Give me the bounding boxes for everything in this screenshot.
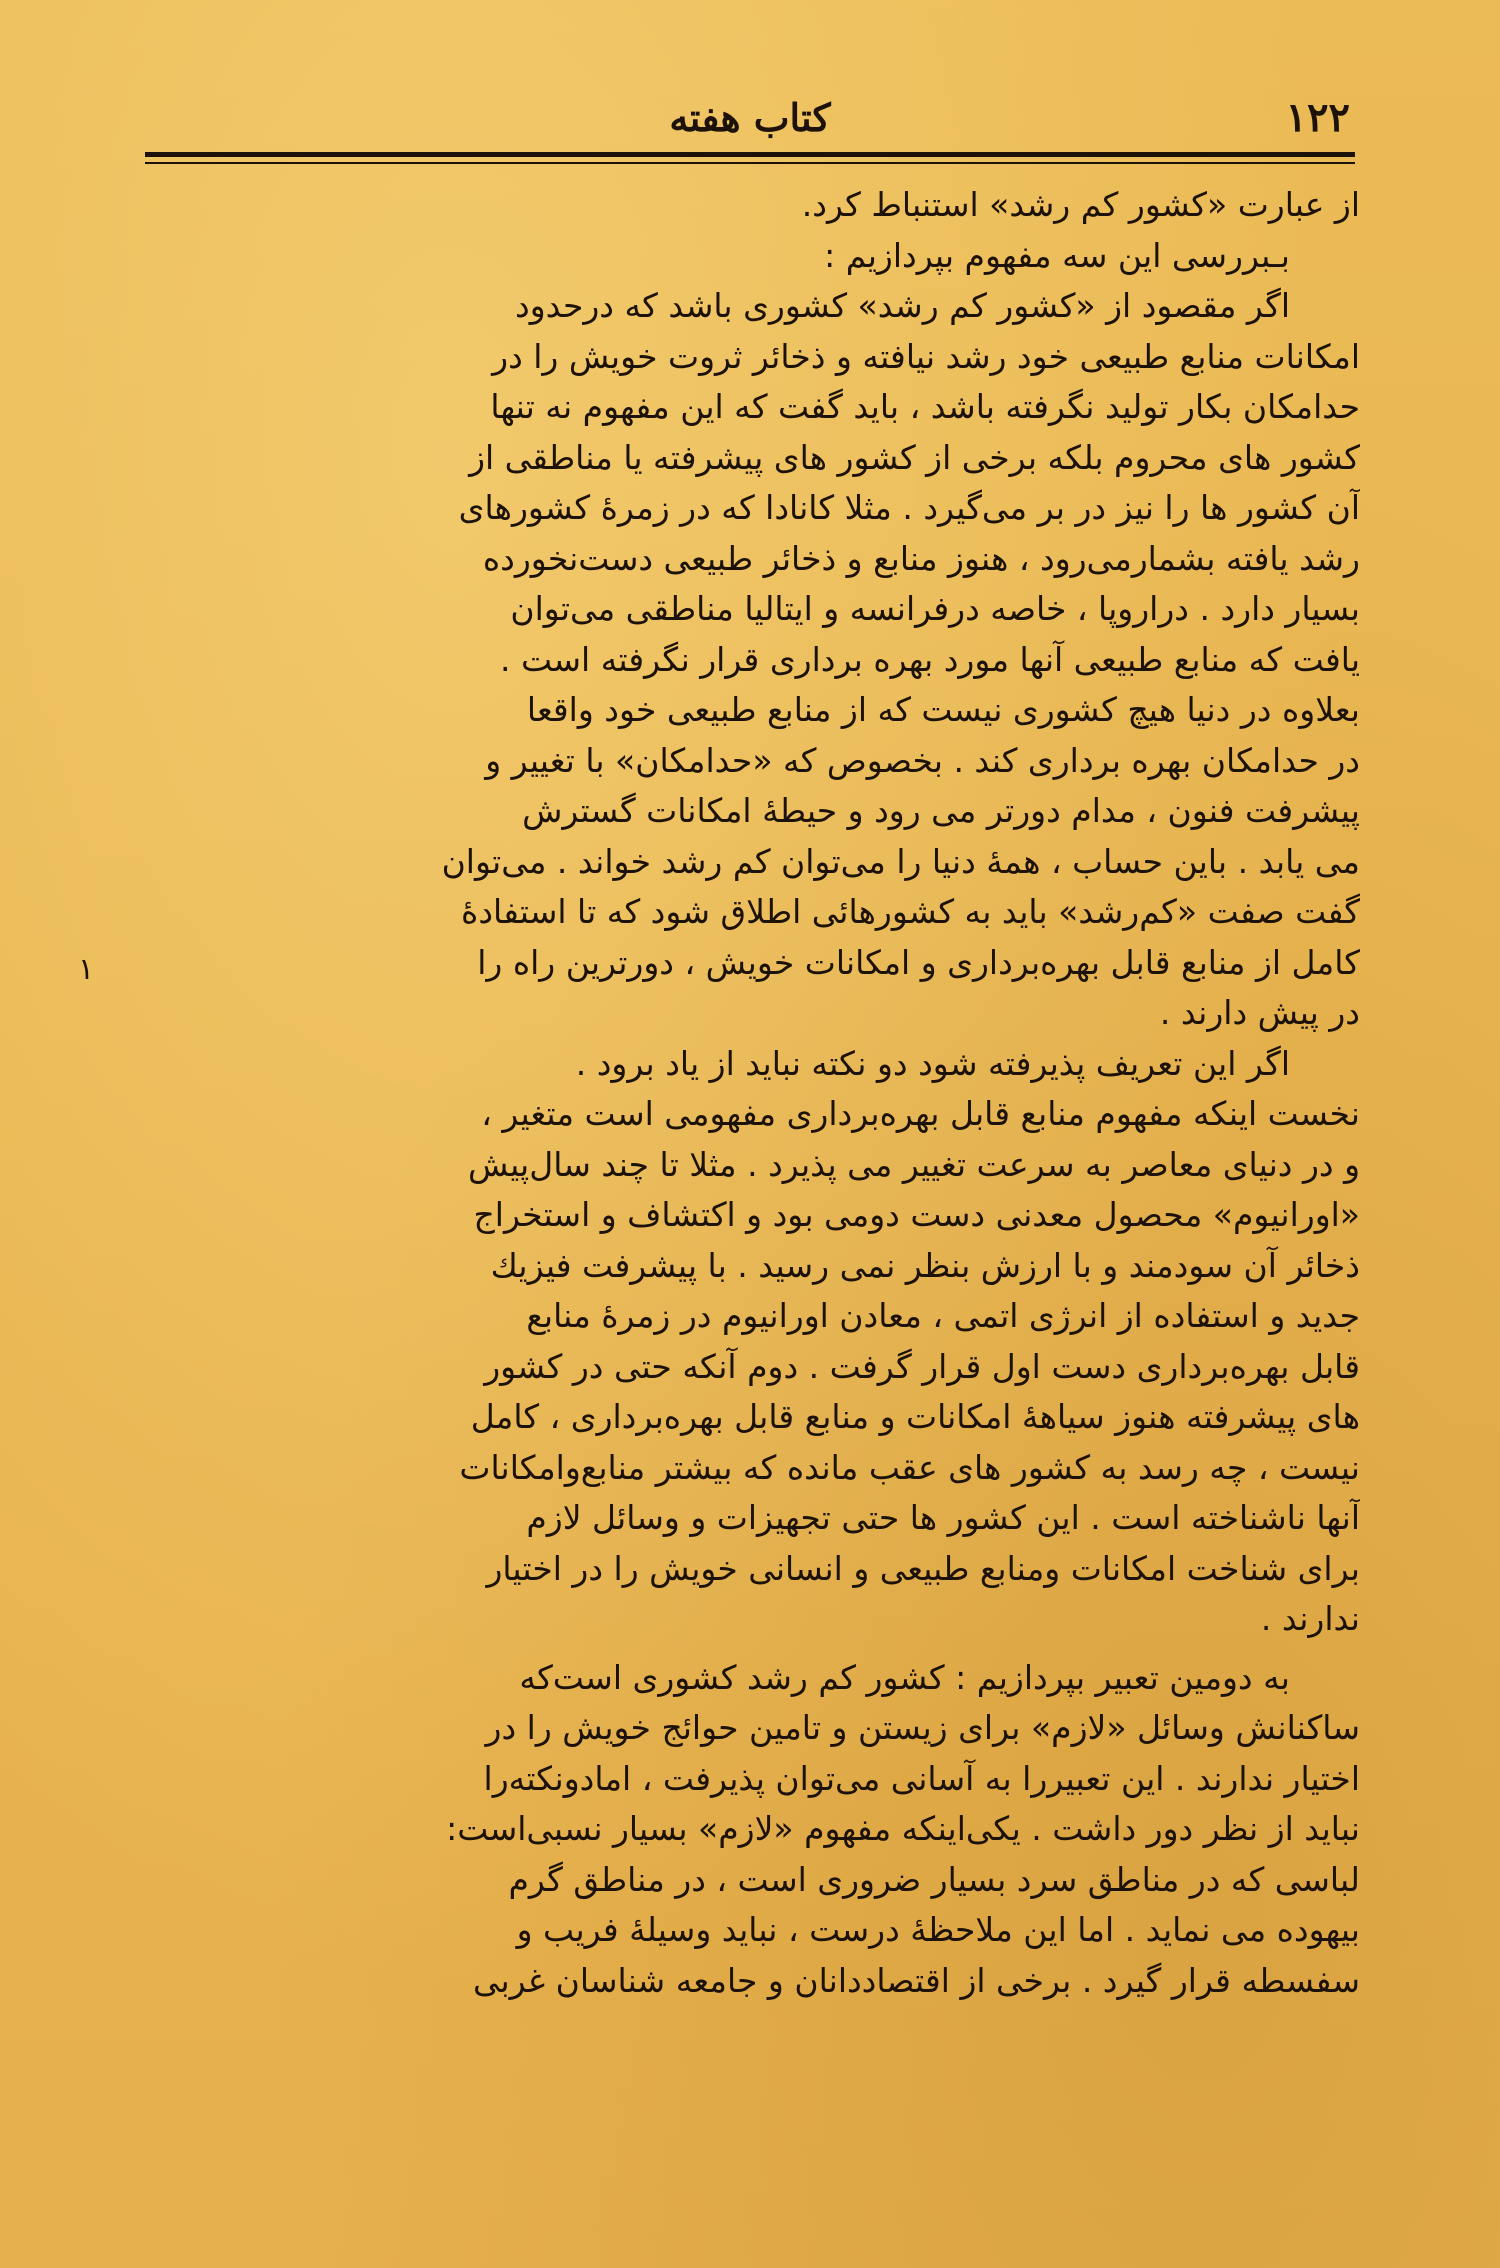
- text-line: در حدامکان بهره برداری کند . بخصوص که «حدامکان» با تغییر و: [485, 740, 1360, 780]
- text-line: یافت که منابع طبیعی آنها مورد بهره برداری قرار نگرفته است .: [500, 639, 1360, 679]
- text-line: گفت صفت «کم‌رشد» باید به کشورهائی اطلاق شود که تا استفادهٔ: [461, 892, 1360, 931]
- text-line: آن کشور ها را نیز در بر می‌گیرد . مثلا کانادا که در زمرهٔ کشورهای: [458, 488, 1360, 527]
- text-line: پیشرفت فنون ، مدام دورتر می رود و حیطهٔ امکانات گسترش: [522, 791, 1360, 830]
- text-line: و در دنیای معاصر به سرعت تغییر می پذیرد . مثلا تا چند سال‌پیش: [468, 1144, 1360, 1184]
- page-header: [150, 88, 1350, 148]
- text-line: به دومین تعبیر بپردازیم : کشور کم رشد کشوری است‌که: [519, 1657, 1290, 1697]
- text-line: از عبارت «کشور کم رشد» استنباط کرد.: [801, 185, 1360, 224]
- text-line: ذخائر آن سودمند و با ارزش بنظر نمی رسید . با پیشرفت فیزیك: [490, 1245, 1360, 1285]
- text-line: بـبررسی این سه مفهوم بپردازیم :: [824, 235, 1290, 275]
- text-line: رشد یافته بشمارمی‌رود ، هنوز منابع و ذخائر طبیعی دست‌نخورده: [482, 538, 1360, 578]
- text-line: آنها ناشناخته است . این کشور ها حتی تجهیزات و وسائل لازم: [526, 1498, 1360, 1537]
- text-line: بیهوده می نماید . اما این ملاحظهٔ درست ، نباید وسیلهٔ فریب و: [516, 1910, 1360, 1949]
- running-title: کتاب هفته: [669, 95, 831, 140]
- text-line: نباید از نظر دور داشت . یکی‌اینکه مفهوم «لازم» بسیار نسبی‌است:: [446, 1809, 1360, 1848]
- text-line: نخست اینکه مفهوم منابع قابل بهره‌برداری مفهومی است متغیر ،: [481, 1094, 1360, 1133]
- body-text: [140, 180, 1360, 2250]
- text-line: ساکنانش وسائل «لازم» برای زیستن و تامین حوائج خویش را در: [485, 1708, 1360, 1747]
- text-line: های پیشرفته هنوز سیاههٔ امکانات و منابع قابل بهره‌برداری ، کامل: [470, 1397, 1360, 1436]
- header-rule-thin: [145, 162, 1355, 164]
- text-line: اگر این تعریف پذیرفته شود دو نکته نباید از یاد برود .: [575, 1043, 1290, 1083]
- text-line: ندارند .: [1260, 1599, 1360, 1638]
- page-number: ۱۲۲: [1285, 94, 1350, 141]
- header-rule-thick: [145, 152, 1355, 157]
- margin-mark: ۱: [78, 952, 95, 987]
- text-line: بسیار دارد . دراروپا ، خاصه درفرانسه و ایتالیا مناطقی می‌توان: [510, 589, 1360, 628]
- text-line: «اورانیوم» محصول معدنی دست دومی بود و اکتشاف و استخراج: [473, 1195, 1360, 1234]
- text-line: می یابد . باین حساب ، همهٔ دنیا را می‌توان کم رشد خواند . می‌توان: [441, 841, 1360, 881]
- text-line: برای شناخت امکانات ومنابع طبیعی و انسانی خویش را در اختیار: [486, 1548, 1360, 1588]
- text-line: در پیش دارند .: [1159, 993, 1360, 1032]
- text-line: اگر مقصود از «کشور کم رشد» کشوری باشد که درحدود: [515, 286, 1290, 325]
- text-line: بعلاوه در دنیا هیچ کشوری نیست که از منابع طبیعی خود واقعا: [526, 690, 1360, 729]
- text-line: نیست ، چه رسد به کشور های عقب مانده که بیشتر منابع‌وامکانات: [459, 1447, 1360, 1487]
- text-line: حدامکان بکار تولید نگرفته باشد ، باید گفت که این مفهوم نه تنها: [490, 387, 1360, 426]
- text-line: سفسطه قرار گیرد . برخی از اقتصاددانان و جامعه شناسان غربی: [472, 1960, 1360, 2000]
- text-line: اختیار ندارند . این تعبیررا به آسانی می‌توان پذیرفت ، امادونکته‌را: [483, 1758, 1360, 1798]
- text-line: کامل از منابع قابل بهره‌برداری و امکانات خویش ، دورترین راه را: [477, 942, 1360, 982]
- text-line: کشور های محروم بلکه برخی از کشور های پیشرفته یا مناطقی از: [469, 437, 1360, 477]
- text-line: قابل بهره‌برداری دست اول قرار گرفت . دوم آنکه حتی در کشور: [484, 1346, 1360, 1386]
- text-line: جدید و استفاده از انرژی اتمی ، معادن اورانیوم در زمرهٔ منابع: [526, 1296, 1360, 1335]
- text-line: لباسی که در مناطق سرد بسیار ضروری است ، در مناطق گرم: [508, 1859, 1360, 1899]
- text-line: امکانات منابع طبیعی خود رشد نیافته و ذخائر ثروت خویش را در: [492, 336, 1360, 376]
